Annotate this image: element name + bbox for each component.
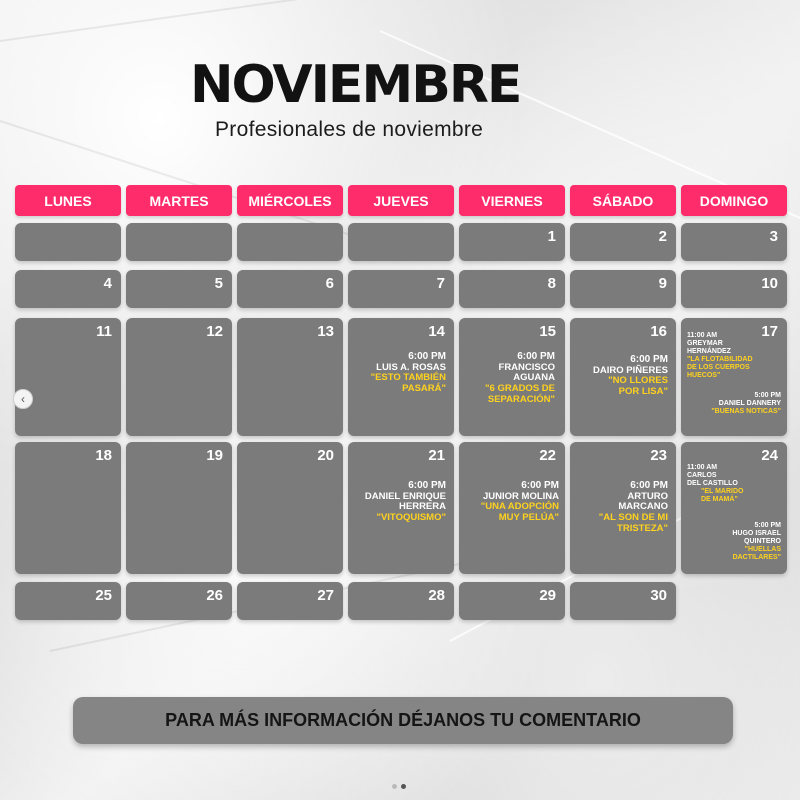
- calendar-cell-day-13: [237, 318, 343, 436]
- carousel-dot[interactable]: [392, 784, 397, 789]
- event-title: "AL SON DE MI: [598, 512, 668, 524]
- event: [687, 332, 753, 380]
- day-number: 23: [650, 447, 667, 464]
- event: [481, 480, 559, 524]
- event: [365, 480, 446, 524]
- event-time: 11:00 AM: [687, 332, 718, 339]
- day-number: 25: [95, 587, 112, 604]
- day-number: 26: [206, 587, 223, 604]
- calendar-cell-day-22: [459, 442, 565, 574]
- event-title: "BUENAS NOTICAS": [711, 408, 781, 416]
- chevron-left-icon[interactable]: ‹: [13, 389, 33, 409]
- event-time: 6:00 PM: [408, 351, 446, 362]
- weekday-header-jueves: JUEVES: [348, 185, 454, 216]
- event-speaker: DEL CASTILLO: [687, 480, 738, 488]
- event-time: 5:00 PM: [754, 522, 781, 529]
- event-time: 11:00 AM: [687, 464, 718, 471]
- calendar-cell-day-14: [348, 318, 454, 436]
- calendar-cell-day-3: [681, 223, 787, 261]
- calendar-cell-day-20: [237, 442, 343, 574]
- weekday-header-miercoles: MIÉRCOLES: [237, 185, 343, 216]
- day-number: 14: [428, 323, 445, 340]
- day-number: 22: [539, 447, 556, 464]
- event: [732, 522, 781, 562]
- event-speaker: CARLOS: [687, 472, 717, 480]
- page-title: NOVIEMBRE: [190, 55, 521, 115]
- calendar-cell-day-27: [237, 582, 343, 620]
- calendar-cell-day-9: [570, 270, 676, 308]
- event-speaker: FRANCISCO: [498, 361, 555, 373]
- event: [599, 480, 668, 535]
- event-speaker: QUINTERO: [744, 538, 781, 546]
- event-speaker: GREYMAR: [687, 340, 723, 348]
- event-speaker: DANIEL ENRIQUE: [364, 490, 446, 502]
- event: [371, 351, 446, 395]
- event-title: DE LOS CUERPOS: [687, 364, 750, 372]
- calendar-cell-day-12: [126, 318, 232, 436]
- calendar-cell-day-24: [681, 442, 787, 574]
- event-title: SEPARACIÓN": [487, 394, 555, 406]
- day-number: 6: [325, 275, 334, 292]
- day-number: 19: [206, 447, 223, 464]
- day-number: 13: [317, 323, 334, 340]
- day-number: 30: [650, 587, 667, 604]
- event-speaker: LUIS A. ROSAS: [376, 361, 446, 373]
- comment-cta-banner: PARA MÁS INFORMACIÓN DÉJANOS TU COMENTARIO: [73, 697, 733, 744]
- calendar-cell-day-25: [15, 582, 121, 620]
- day-number: 28: [428, 587, 445, 604]
- day-number: 12: [206, 323, 223, 340]
- event-title: PASARÁ": [402, 383, 446, 395]
- event-time: 6:00 PM: [630, 354, 668, 365]
- calendar-cell-day-16: [570, 318, 676, 436]
- event-title: "NO LLORES: [608, 375, 668, 387]
- day-number: 24: [761, 447, 778, 464]
- calendar-cell-day-18: [15, 442, 121, 574]
- day-number: 17: [761, 323, 778, 340]
- weekday-header-sabado: SÁBADO: [570, 185, 676, 216]
- event-speaker: DANIEL DANNERY: [718, 400, 781, 408]
- calendar-cell-day-30: [570, 582, 676, 620]
- day-number: 15: [539, 323, 556, 340]
- event-time: 6:00 PM: [408, 480, 446, 491]
- calendar-cell-day-28: [348, 582, 454, 620]
- day-number: 16: [650, 323, 667, 340]
- event: [485, 351, 555, 406]
- event-title: MUY PELÚA": [498, 512, 559, 524]
- carousel-dot-active[interactable]: [401, 784, 406, 789]
- event-time: 6:00 PM: [521, 480, 559, 491]
- calendar-cell-day-15: [459, 318, 565, 436]
- event-time: 6:00 PM: [517, 351, 555, 362]
- calendar-cell-day-26: [126, 582, 232, 620]
- day-number: 3: [769, 228, 778, 245]
- event-title: "LA FLOTABILIDAD: [687, 356, 753, 364]
- event-title: "ESTO TAMBIÉN: [370, 372, 446, 384]
- day-number: 11: [96, 323, 112, 340]
- day-number: 21: [428, 447, 445, 464]
- event-title: DE MAMÁ": [701, 496, 738, 504]
- paper-crease: [0, 0, 297, 42]
- day-number: 9: [658, 275, 667, 292]
- day-number: 7: [436, 275, 445, 292]
- calendar-cell-day-4: [15, 270, 121, 308]
- day-number: 5: [214, 275, 223, 292]
- event: [593, 354, 668, 398]
- event-title: "VITOQUISMO": [376, 512, 446, 524]
- calendar-cell-day-2: [570, 223, 676, 261]
- calendar-cell-day-1: [459, 223, 565, 261]
- calendar-cell-day-6: [237, 270, 343, 308]
- day-number: 10: [761, 275, 778, 292]
- calendar-cell-day-21: [348, 442, 454, 574]
- event-time: 5:00 PM: [754, 392, 781, 399]
- weekday-header-martes: MARTES: [126, 185, 232, 216]
- event-speaker: HERNÁNDEZ: [687, 348, 731, 356]
- event: [687, 464, 743, 504]
- weekday-header-lunes: LUNES: [15, 185, 121, 216]
- page-subtitle: Profesionales de noviembre: [215, 118, 484, 141]
- calendar-cell-day-23: [570, 442, 676, 574]
- calendar-cell-empty: [348, 223, 454, 261]
- day-number: 18: [95, 447, 112, 464]
- weekday-header-viernes: VIERNES: [459, 185, 565, 216]
- event-time: 6:00 PM: [630, 480, 668, 491]
- event-speaker: MARCANO: [618, 501, 668, 513]
- calendar-cell-empty: [237, 223, 343, 261]
- event-title: POR LISA": [618, 386, 668, 398]
- calendar-cell-day-19: [126, 442, 232, 574]
- event-title: "6 GRADOS DE: [485, 383, 555, 395]
- event-title: "EL MARIDO: [701, 488, 744, 496]
- event-speaker: DAIRO PIÑERES: [593, 364, 668, 376]
- calendar-cell-empty: [126, 223, 232, 261]
- day-number: 2: [658, 228, 667, 245]
- calendar-cell-day-10: [681, 270, 787, 308]
- calendar-cell-day-5: [126, 270, 232, 308]
- event-title: TRISTEZA": [617, 523, 668, 535]
- event-title: HUECOS": [687, 372, 721, 380]
- calendar-cell-day-29: [459, 582, 565, 620]
- event-speaker: HUGO ISRAEL: [732, 530, 781, 538]
- calendar-cell-empty: [15, 223, 121, 261]
- day-number: 20: [317, 447, 334, 464]
- day-number: 8: [547, 275, 556, 292]
- event-title: "HUELLAS: [744, 546, 781, 554]
- calendar-cell-day-8: [459, 270, 565, 308]
- event-speaker: ARTURO: [627, 490, 668, 502]
- event-title: "UNA ADOPCIÓN: [480, 501, 559, 513]
- day-number: 27: [317, 587, 334, 604]
- calendar-cell-day-7: [348, 270, 454, 308]
- event: [711, 392, 781, 416]
- day-number: 29: [539, 587, 556, 604]
- event-title: DACTILARES": [732, 554, 781, 562]
- calendar-cell-day-11: [15, 318, 121, 436]
- event-speaker: HERRERA: [399, 501, 446, 513]
- day-number: 1: [547, 228, 556, 245]
- calendar-cell-day-17: [681, 318, 787, 436]
- event-speaker: AGUANA: [513, 372, 555, 384]
- weekday-header-domingo: DOMINGO: [681, 185, 787, 216]
- event-speaker: JUNIOR MOLINA: [483, 490, 559, 502]
- day-number: 4: [103, 275, 112, 292]
